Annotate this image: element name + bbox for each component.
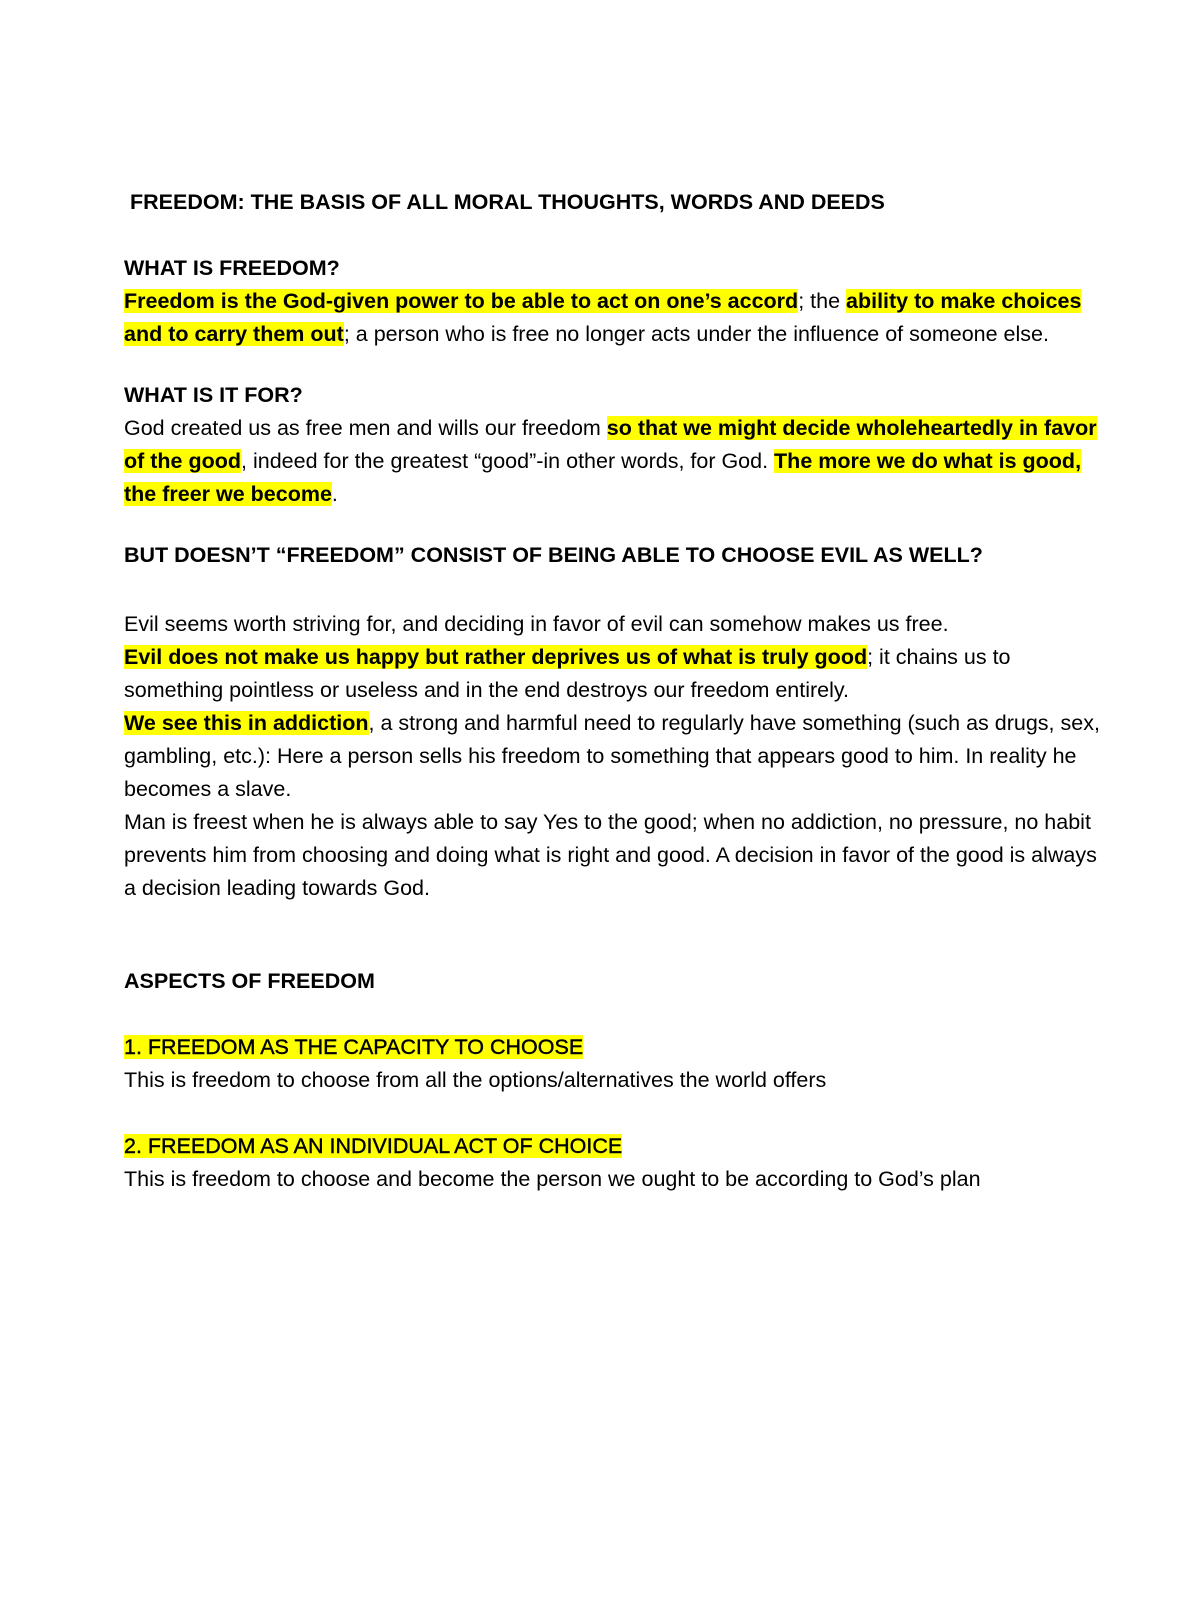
body-text: God created us as free men and wills our freedom (124, 416, 607, 440)
spacer (124, 905, 1104, 965)
spacer (124, 511, 1104, 539)
aspect-1-text: This is freedom to choose from all the options/alternatives the world offers (124, 1068, 827, 1092)
body-text: ; a person who is free no longer acts under the influence of someone else. (343, 322, 1049, 346)
highlight-text: Freedom is the God-given power to be able to act on one’s accord (124, 289, 799, 313)
document-body (124, 186, 1104, 1196)
paragraph-addiction (124, 707, 1104, 806)
body-text: , indeed for the greatest “good”-in other words, for God. (241, 449, 775, 473)
section-heading-what-is-freedom: WHAT IS FREEDOM? (124, 256, 340, 280)
aspect-2-heading (124, 1130, 1104, 1163)
spacer (124, 998, 1104, 1031)
document-title: FREEDOM: THE BASIS OF ALL MORAL THOUGHTS, WORDS AND DEEDS (130, 190, 885, 214)
paragraph-man-freest: Man is freest when he is always able to say Yes to the good; when no addiction, no pressure, no habit prevents him from choosing and doing what is right and good. A decision in favor of the good is always a decision leading towards God. (124, 810, 1097, 900)
paragraph-evil-worth: Evil seems worth striving for, and deciding in favor of evil can somehow makes us free. (124, 612, 949, 636)
highlight-text: We see this in addiction (124, 711, 369, 735)
paragraph-what-is-it-for (124, 412, 1104, 511)
paragraph-what-is-freedom (124, 285, 1104, 351)
section-heading-aspects: ASPECTS OF FREEDOM (124, 969, 375, 993)
body-text: ; it chains us to something pointless or useless and in the end destroys our freedom entirely. (124, 645, 1011, 702)
aspect-2-text: This is freedom to choose and become the person we ought to be according to God’s plan (124, 1167, 981, 1191)
aspect-1-heading (124, 1031, 1104, 1064)
section-heading-what-is-it-for: WHAT IS IT FOR? (124, 383, 303, 407)
section-heading-choose-evil: BUT DOESN’T “FREEDOM” CONSIST OF BEING ABLE TO CHOOSE EVIL AS WELL? (124, 543, 983, 567)
spacer (124, 1097, 1104, 1130)
spacer (124, 351, 1104, 379)
highlight-text: 1. FREEDOM AS THE CAPACITY TO CHOOSE (124, 1035, 584, 1059)
body-text: , a strong and harmful need to regularly have something (such as drugs, sex, gambling, etc.): Here a person sells his freedom to something that appears good to him. In reality he becomes a slave. (124, 711, 1100, 801)
highlight-text: Evil does not make us happy but rather deprives us of what is truly good (124, 645, 868, 669)
highlight-text: The more we do what is good, the freer we become (124, 449, 1082, 506)
body-text: . (331, 482, 338, 506)
highlight-text: ability to make choices and to carry them out (124, 289, 1082, 346)
highlight-text: so that we might decide wholeheartedly in favor of the good (124, 416, 1097, 473)
body-text: ; the (798, 289, 846, 313)
highlight-text: 2. FREEDOM AS AN INDIVIDUAL ACT OF CHOICE (124, 1134, 623, 1158)
spacer (124, 572, 1104, 608)
spacer (124, 219, 1104, 252)
paragraph-evil-happy (124, 641, 1104, 707)
